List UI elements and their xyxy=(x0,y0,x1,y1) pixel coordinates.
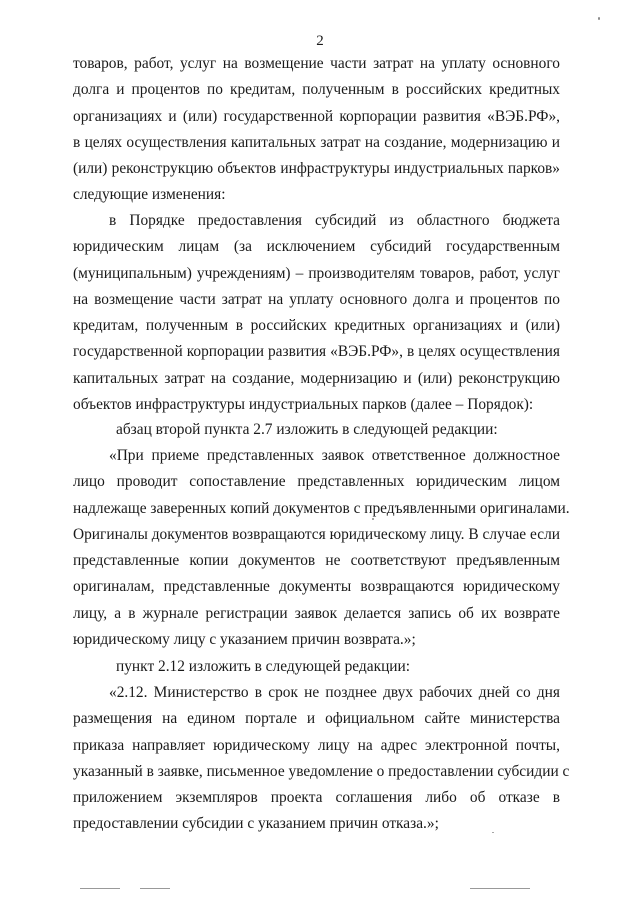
scan-mark xyxy=(470,888,530,889)
intro-paragraph xyxy=(73,51,560,209)
text-line: следующие изменения: xyxy=(73,186,226,204)
speck xyxy=(598,17,600,20)
text-line: «При приеме представленных заявок ответственное должностное xyxy=(109,447,560,464)
punkt-instruction xyxy=(73,654,560,680)
text-line: лицу, а в журнале регистрации заявок делается запись об их возврате xyxy=(73,604,560,622)
text-line: товаров, работ, услуг на возмещение части затрат на уплату основного xyxy=(73,55,560,72)
text-line: надлежаще заверенных копий документов с предъявленными оригиналами. xyxy=(73,499,570,517)
text-line: капитальных затрат на создание, модернизацию и (или) реконструкцию xyxy=(73,369,560,387)
poryadok-paragraph xyxy=(73,208,560,418)
text-line: приказа направляет юридическому лицу на адрес электронной почты, xyxy=(73,736,560,754)
speck xyxy=(492,832,494,833)
scan-mark xyxy=(140,888,170,889)
text-line: предоставлении субсидии с указанием причин отказа.»; xyxy=(73,815,439,833)
text-line: Оригиналы документов возвращаются юридическому лицу. В случае если xyxy=(73,525,560,543)
speck xyxy=(372,518,374,520)
page-number: 2 xyxy=(316,33,324,49)
text-line: абзац второй пункта 2.7 изложить в следующей редакции: xyxy=(116,421,498,438)
text-line: организациях и (или) государственной корпорации развития «ВЭБ.РФ», xyxy=(73,107,560,125)
text-line: в Порядке предоставления субсидий из областного бюджета xyxy=(109,212,560,229)
text-line: кредитам, полученным в российских кредитных организациях и (или) xyxy=(73,317,560,335)
text-line: указанный в заявке, письменное уведомление о предоставлении субсидии с xyxy=(73,762,570,780)
text-line: в целях осуществления капитальных затрат на создание, модернизацию и xyxy=(73,133,560,151)
text-line: представленные копии документов не соответствуют предъявленным xyxy=(73,552,560,570)
text-line: приложением экземпляров проекта соглашения либо об отказе в xyxy=(73,789,560,807)
text-line: лицо проводит сопоставление представленных юридическим лицом xyxy=(73,473,560,491)
text-line: оригиналам, представленные документы возвращаются юридическому xyxy=(73,578,560,596)
text-line: юридическому лицу с указанием причин возврата.»; xyxy=(73,631,416,649)
text-line: государственной корпорации развития «ВЭБ.РФ», в целях осуществления xyxy=(73,343,560,361)
text-line: пункт 2.12 изложить в следующей редакции: xyxy=(116,658,411,675)
text-line: долга и процентов по кредитам, полученным в российских кредитных xyxy=(73,81,560,99)
text-line: (муниципальным) учреждениям) – производителям товаров, работ, услуг xyxy=(73,264,560,282)
text-line: объектов инфраструктуры индустриальных парков (далее – Порядок): xyxy=(73,396,534,414)
text-line: юридическим лицам (за исключением субсидий государственным xyxy=(73,238,560,256)
scan-mark xyxy=(80,888,120,889)
text-line: размещения на едином портале и официальном сайте министерства xyxy=(73,710,560,728)
text-line: «2.12. Министерство в срок не позднее двух рабочих дней со дня xyxy=(109,684,560,701)
abzac-instruction xyxy=(73,417,560,443)
text-line: (или) реконструкцию объектов инфраструктуры индустриальных парков» xyxy=(73,160,560,178)
text-line: на возмещение части затрат на уплату основного долга и процентов по xyxy=(73,290,560,308)
scan-bottom-marks xyxy=(70,888,570,890)
quote-paragraph-2-12 xyxy=(73,680,570,838)
quote-paragraph-2-7 xyxy=(73,443,570,653)
